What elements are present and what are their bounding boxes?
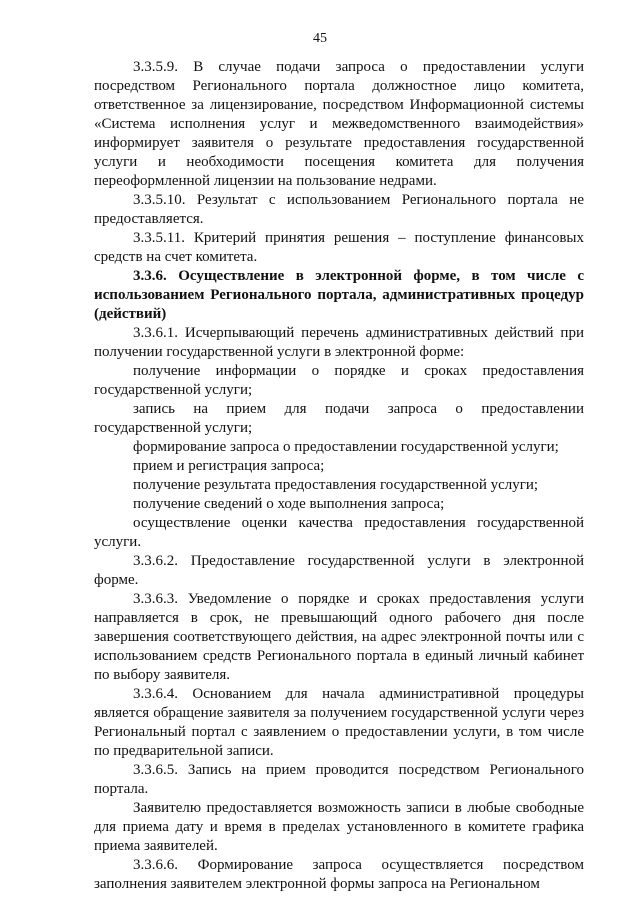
paragraph: 3.3.6.3. Уведомление о порядке и сроках предоставления услуги направляется в срок, не превышающий одного рабочего дня после завершения соответствующего действия, на адрес электронной почты или с использованием средств Регионального портала в единый личный кабинет по выбору заявителя.: [94, 591, 584, 683]
paragraph: формирование запроса о предоставлении государственной услуги;: [133, 439, 559, 455]
page-number: 45: [313, 31, 327, 46]
paragraph: 3.3.5.10. Результат с использованием Регионального портала не предоставляется.: [94, 192, 584, 227]
paragraph: получение результата предоставления государственной услуги;: [133, 477, 539, 493]
paragraph: 3.3.6.2. Предоставление государственной услуги в электронной форме.: [94, 553, 584, 588]
paragraph: 3.3.6.6. Формирование запроса осуществляется посредством заполнения заявителем электронной формы запроса на Региональном: [94, 857, 584, 892]
paragraph: прием и регистрация запроса;: [133, 458, 325, 474]
paragraph: 3.3.6.4. Основанием для начала административной процедуры является обращение заявителя за получением государственной услуги через Региональный портал с заявлением о предоставлении услуги, в том числе по предварительной записи.: [94, 686, 584, 759]
paragraph: осуществление оценки качества предоставления государственной услуги.: [94, 515, 584, 550]
paragraph: 3.3.5.9. В случае подачи запроса о предоставлении услуги посредством Регионального портала должностное лицо комитета, ответственное за лицензирование, посредством Информационной системы «Система исполнения услуг и межведомственного взаимодействия» информирует заявителя о результате предоставления государственной услуги и необходимости посещения комитета для получения переоформленной лицензии на пользование недрами.: [94, 59, 584, 189]
paragraph: запись на прием для подачи запроса о предоставлении государственной услуги;: [94, 401, 584, 436]
paragraph: 3.3.6.5. Запись на прием проводится посредством Регионального портала.: [94, 762, 584, 797]
paragraph: 3.3.6.1. Исчерпывающий перечень административных действий при получении государственной услуги в электронной форме:: [94, 325, 584, 360]
paragraph: получение сведений о ходе выполнения запроса;: [133, 496, 445, 512]
paragraph: Заявителю предоставляется возможность записи в любые свободные для приема дату и время в пределах установленного в комитете графика приема заявителей.: [94, 800, 584, 854]
section-heading: 3.3.6. Осуществление в электронной форме, в том числе с использованием Регионального портала, административных процедур (действий): [94, 268, 584, 322]
paragraph: 3.3.5.11. Критерий принятия решения – поступление финансовых средств на счет комитета.: [94, 230, 584, 265]
paragraph: получение информации о порядке и сроках предоставления государственной услуги;: [94, 363, 584, 398]
document-body: [94, 58, 584, 894]
